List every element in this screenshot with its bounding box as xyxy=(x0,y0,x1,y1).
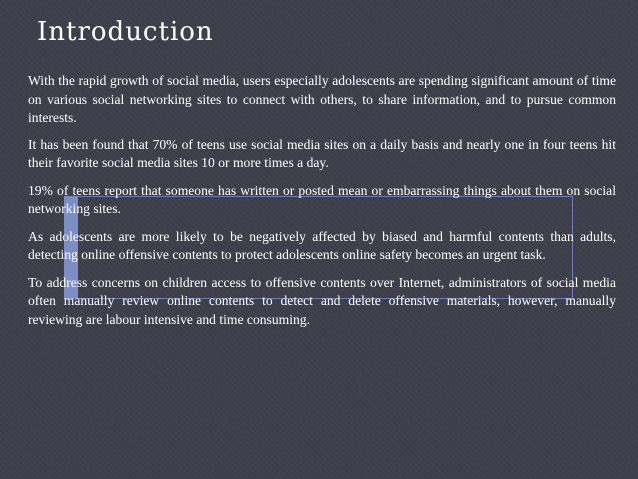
paragraph-detection-need: As adolescents are more likely to be negatively affected by biased and harmful contents than adults, detecting online offensive contents to protect adolescents online safety becomes an urgent task. xyxy=(28,228,616,262)
paragraph-manual-review: To address concerns on children access to offensive contents over Internet, administrators of social media often manually review online contents to detect and delete offensive materials, however, manually reviewing are labour intensive and time consuming. xyxy=(28,274,616,327)
slide-body xyxy=(28,72,616,337)
paragraph-harassment-stats: 19% of teens report that someone has written or posted mean or embarrassing things about them on social networking sites. xyxy=(28,182,616,216)
paragraph-social-media-growth: With the rapid growth of social media, users especially adolescents are spending significant amount of time on various social networking sites to connect with others, to share information, and to pursue common interests. xyxy=(28,73,616,125)
slide-title: Introduction xyxy=(37,17,214,47)
paragraph-teen-usage-stats: It has been found that 70% of teens use social media sites on a daily basis and nearly one in four teens hit their favorite social media sites 10 or more times a day. xyxy=(28,136,616,170)
